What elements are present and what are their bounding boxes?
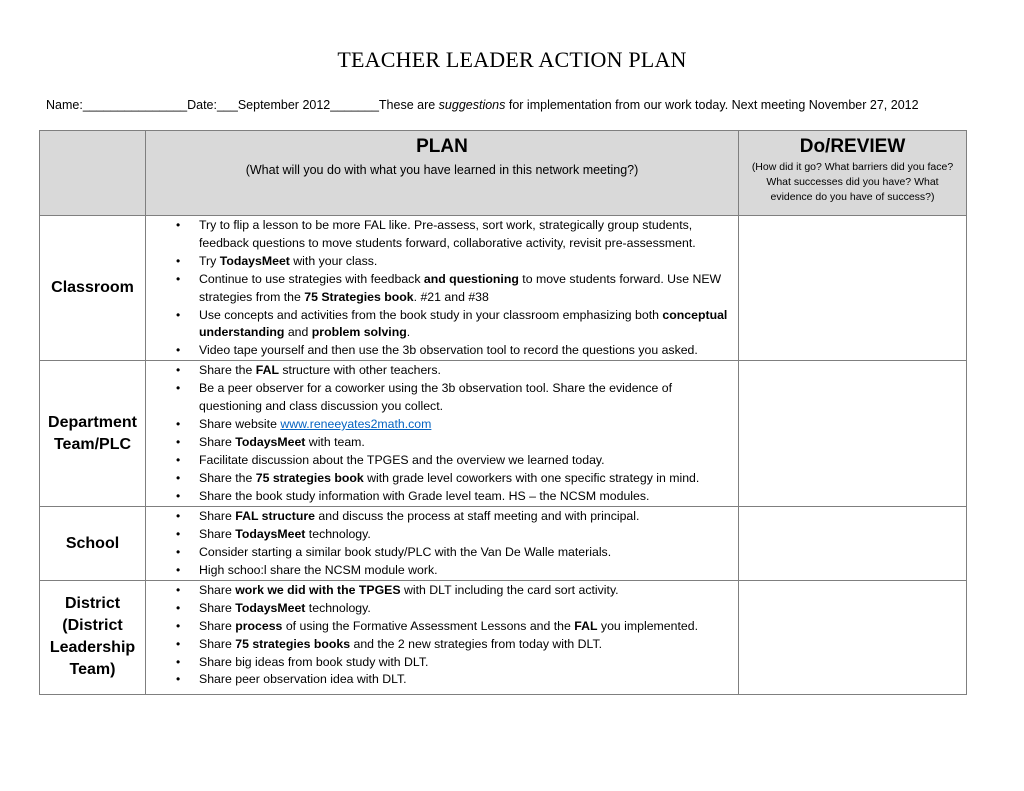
item-text: Facilitate discussion about the TPGES and the overview we learned today. [199, 452, 605, 467]
table-row [40, 361, 967, 507]
review-cell[interactable] [739, 507, 967, 581]
header-empty-cell [40, 131, 146, 216]
list-item [146, 618, 738, 636]
item-text: . [406, 325, 411, 340]
item-text: you implemented. [597, 618, 698, 633]
item-text: Share website [199, 416, 281, 431]
table-row [40, 507, 967, 581]
plan-subheading: (What will you do with what you have learned in this network meeting?) [245, 163, 639, 177]
list-item [146, 600, 738, 618]
item-text: Share [199, 527, 236, 542]
header-line-part1: Name:_______________Date:___September 2012_______These are [46, 98, 439, 112]
item-text: Share [199, 618, 236, 633]
item-text: Try [199, 253, 220, 268]
bold-text: TodaysMeet [235, 527, 306, 542]
item-text: with team. [305, 434, 365, 449]
item-text: structure with other teachers. [278, 363, 441, 378]
list-item [146, 342, 738, 360]
plan-heading: PLAN [416, 136, 468, 157]
item-text: with grade level coworkers with one specific strategy in mind. [363, 470, 700, 485]
row-label-line: Team/PLC [53, 435, 132, 453]
bold-text: conceptual understanding [199, 307, 728, 340]
website-link[interactable]: www.reneeyates2math.com [280, 416, 432, 431]
list-item [146, 307, 738, 343]
row-label [40, 580, 146, 694]
item-text: Consider starting a similar book study/PLC with the Van De Walle materials. [199, 545, 612, 560]
table-header-row [40, 131, 967, 216]
row-label [40, 507, 146, 581]
list-item [146, 562, 738, 580]
item-text: and discuss the process at staff meeting and with principal. [314, 509, 640, 524]
list-item [146, 434, 738, 452]
item-text: Share [199, 509, 236, 524]
item-text: and [284, 325, 312, 340]
item-text: Be a peer observer for a coworker using the 3b observation tool. Share the evidence of questioning and class discussion you collect. [199, 381, 673, 414]
bold-text: FAL structure [235, 509, 315, 524]
table-row [40, 216, 967, 361]
bold-text: FAL [574, 618, 598, 633]
bold-text: TodaysMeet [235, 600, 306, 615]
review-cell[interactable] [739, 580, 967, 694]
bold-text: 75 strategies book [255, 470, 364, 485]
item-text: technology. [305, 600, 371, 615]
list-item [146, 416, 738, 434]
row-label [40, 361, 146, 507]
list-item [146, 253, 738, 271]
action-plan-table [39, 130, 967, 695]
item-text: Share the [199, 470, 256, 485]
item-text: with your class. [289, 253, 378, 268]
list-item [146, 526, 738, 544]
list-item [146, 636, 738, 654]
list-item [146, 362, 738, 380]
bold-text: work we did with the TPGES [235, 582, 401, 597]
row-label-text [40, 593, 145, 681]
bold-text: problem solving [311, 325, 407, 340]
item-text: . #21 and #38 [413, 289, 489, 304]
item-text: Share [199, 600, 236, 615]
item-text: Share [199, 636, 236, 651]
document-title: TEACHER LEADER ACTION PLAN [337, 47, 687, 72]
item-text: Share the book study information with Grade level team. HS – the NCSM modules. [199, 488, 650, 503]
item-text: of using the Formative Assessment Lessons and the [282, 618, 575, 633]
row-label-line: (District [62, 617, 123, 635]
review-subheading: (How did it go? What barriers did you face? What successes did you have? What evidence do you have of success?) [751, 161, 954, 203]
row-label-line: School [65, 534, 120, 552]
table-row [40, 580, 967, 694]
item-text: technology. [305, 527, 371, 542]
row-label-line: Classroom [51, 279, 134, 297]
item-text: Share [199, 582, 236, 597]
row-label-line: Department [48, 413, 137, 431]
item-text: High schoo:l share the NCSM module work. [199, 562, 438, 577]
list-item [146, 582, 738, 600]
plan-item-list [146, 216, 738, 360]
review-cell[interactable] [739, 361, 967, 507]
bold-text: TodaysMeet [219, 253, 290, 268]
item-text: to move students forward. Use NEW strategies from the [199, 271, 722, 304]
bold-text: 75 strategies books [235, 636, 351, 651]
plan-cell [146, 361, 739, 507]
row-label-text [40, 533, 145, 555]
row-label-line: Team) [69, 661, 116, 679]
review-header-cell [739, 131, 967, 216]
plan-cell [146, 216, 739, 361]
plan-item-list [146, 581, 738, 689]
row-label [40, 216, 146, 361]
plan-header-cell [146, 131, 739, 216]
list-item [146, 470, 738, 488]
item-text: Share peer observation idea with DLT. [199, 672, 407, 687]
list-item [146, 271, 738, 307]
bold-text: 75 Strategies book [304, 289, 414, 304]
row-label-text [40, 412, 145, 456]
bold-text: FAL [255, 363, 279, 378]
item-text: Use concepts and activities from the book study in your classroom emphasizing both [199, 307, 663, 322]
item-text: Video tape yourself and then use the 3b observation tool to record the questions you asked. [199, 343, 698, 358]
item-text: Share the [199, 363, 256, 378]
header-line-part2: for implementation from our work today. Next meeting November 27, 2012 [505, 98, 919, 112]
header-info-line [46, 98, 986, 112]
item-text: Share [199, 434, 236, 449]
list-item [146, 654, 738, 672]
plan-item-list [146, 361, 738, 505]
bold-text: and questioning [423, 271, 519, 286]
review-heading: Do/REVIEW [799, 136, 906, 157]
item-text: Try to flip a lesson to be more FAL like. Pre-assess, sort work, strategically group students, feedback questions to move students forward, collaborative activity, revisit pre-assessment. [199, 218, 696, 250]
list-item [146, 380, 738, 416]
list-item [146, 671, 738, 689]
header-line-italic: suggestions [438, 98, 506, 112]
item-text: Share big ideas from book study with DLT. [199, 654, 429, 669]
plan-cell [146, 507, 739, 581]
list-item [146, 452, 738, 470]
plan-cell [146, 580, 739, 694]
row-label-text [40, 277, 145, 299]
plan-item-list [146, 507, 738, 580]
review-cell[interactable] [739, 216, 967, 361]
bold-text: process [235, 618, 283, 633]
item-text: with DLT including the card sort activity. [400, 582, 619, 597]
bold-text: TodaysMeet [235, 434, 306, 449]
row-label-line: District [64, 595, 121, 613]
item-text: Continue to use strategies with feedback [199, 271, 424, 286]
list-item [146, 508, 738, 526]
row-label-line: Leadership [49, 639, 136, 657]
list-item [146, 544, 738, 562]
list-item [146, 488, 738, 506]
list-item [146, 217, 738, 253]
item-text: and the 2 new strategies from today with DLT. [350, 636, 603, 651]
